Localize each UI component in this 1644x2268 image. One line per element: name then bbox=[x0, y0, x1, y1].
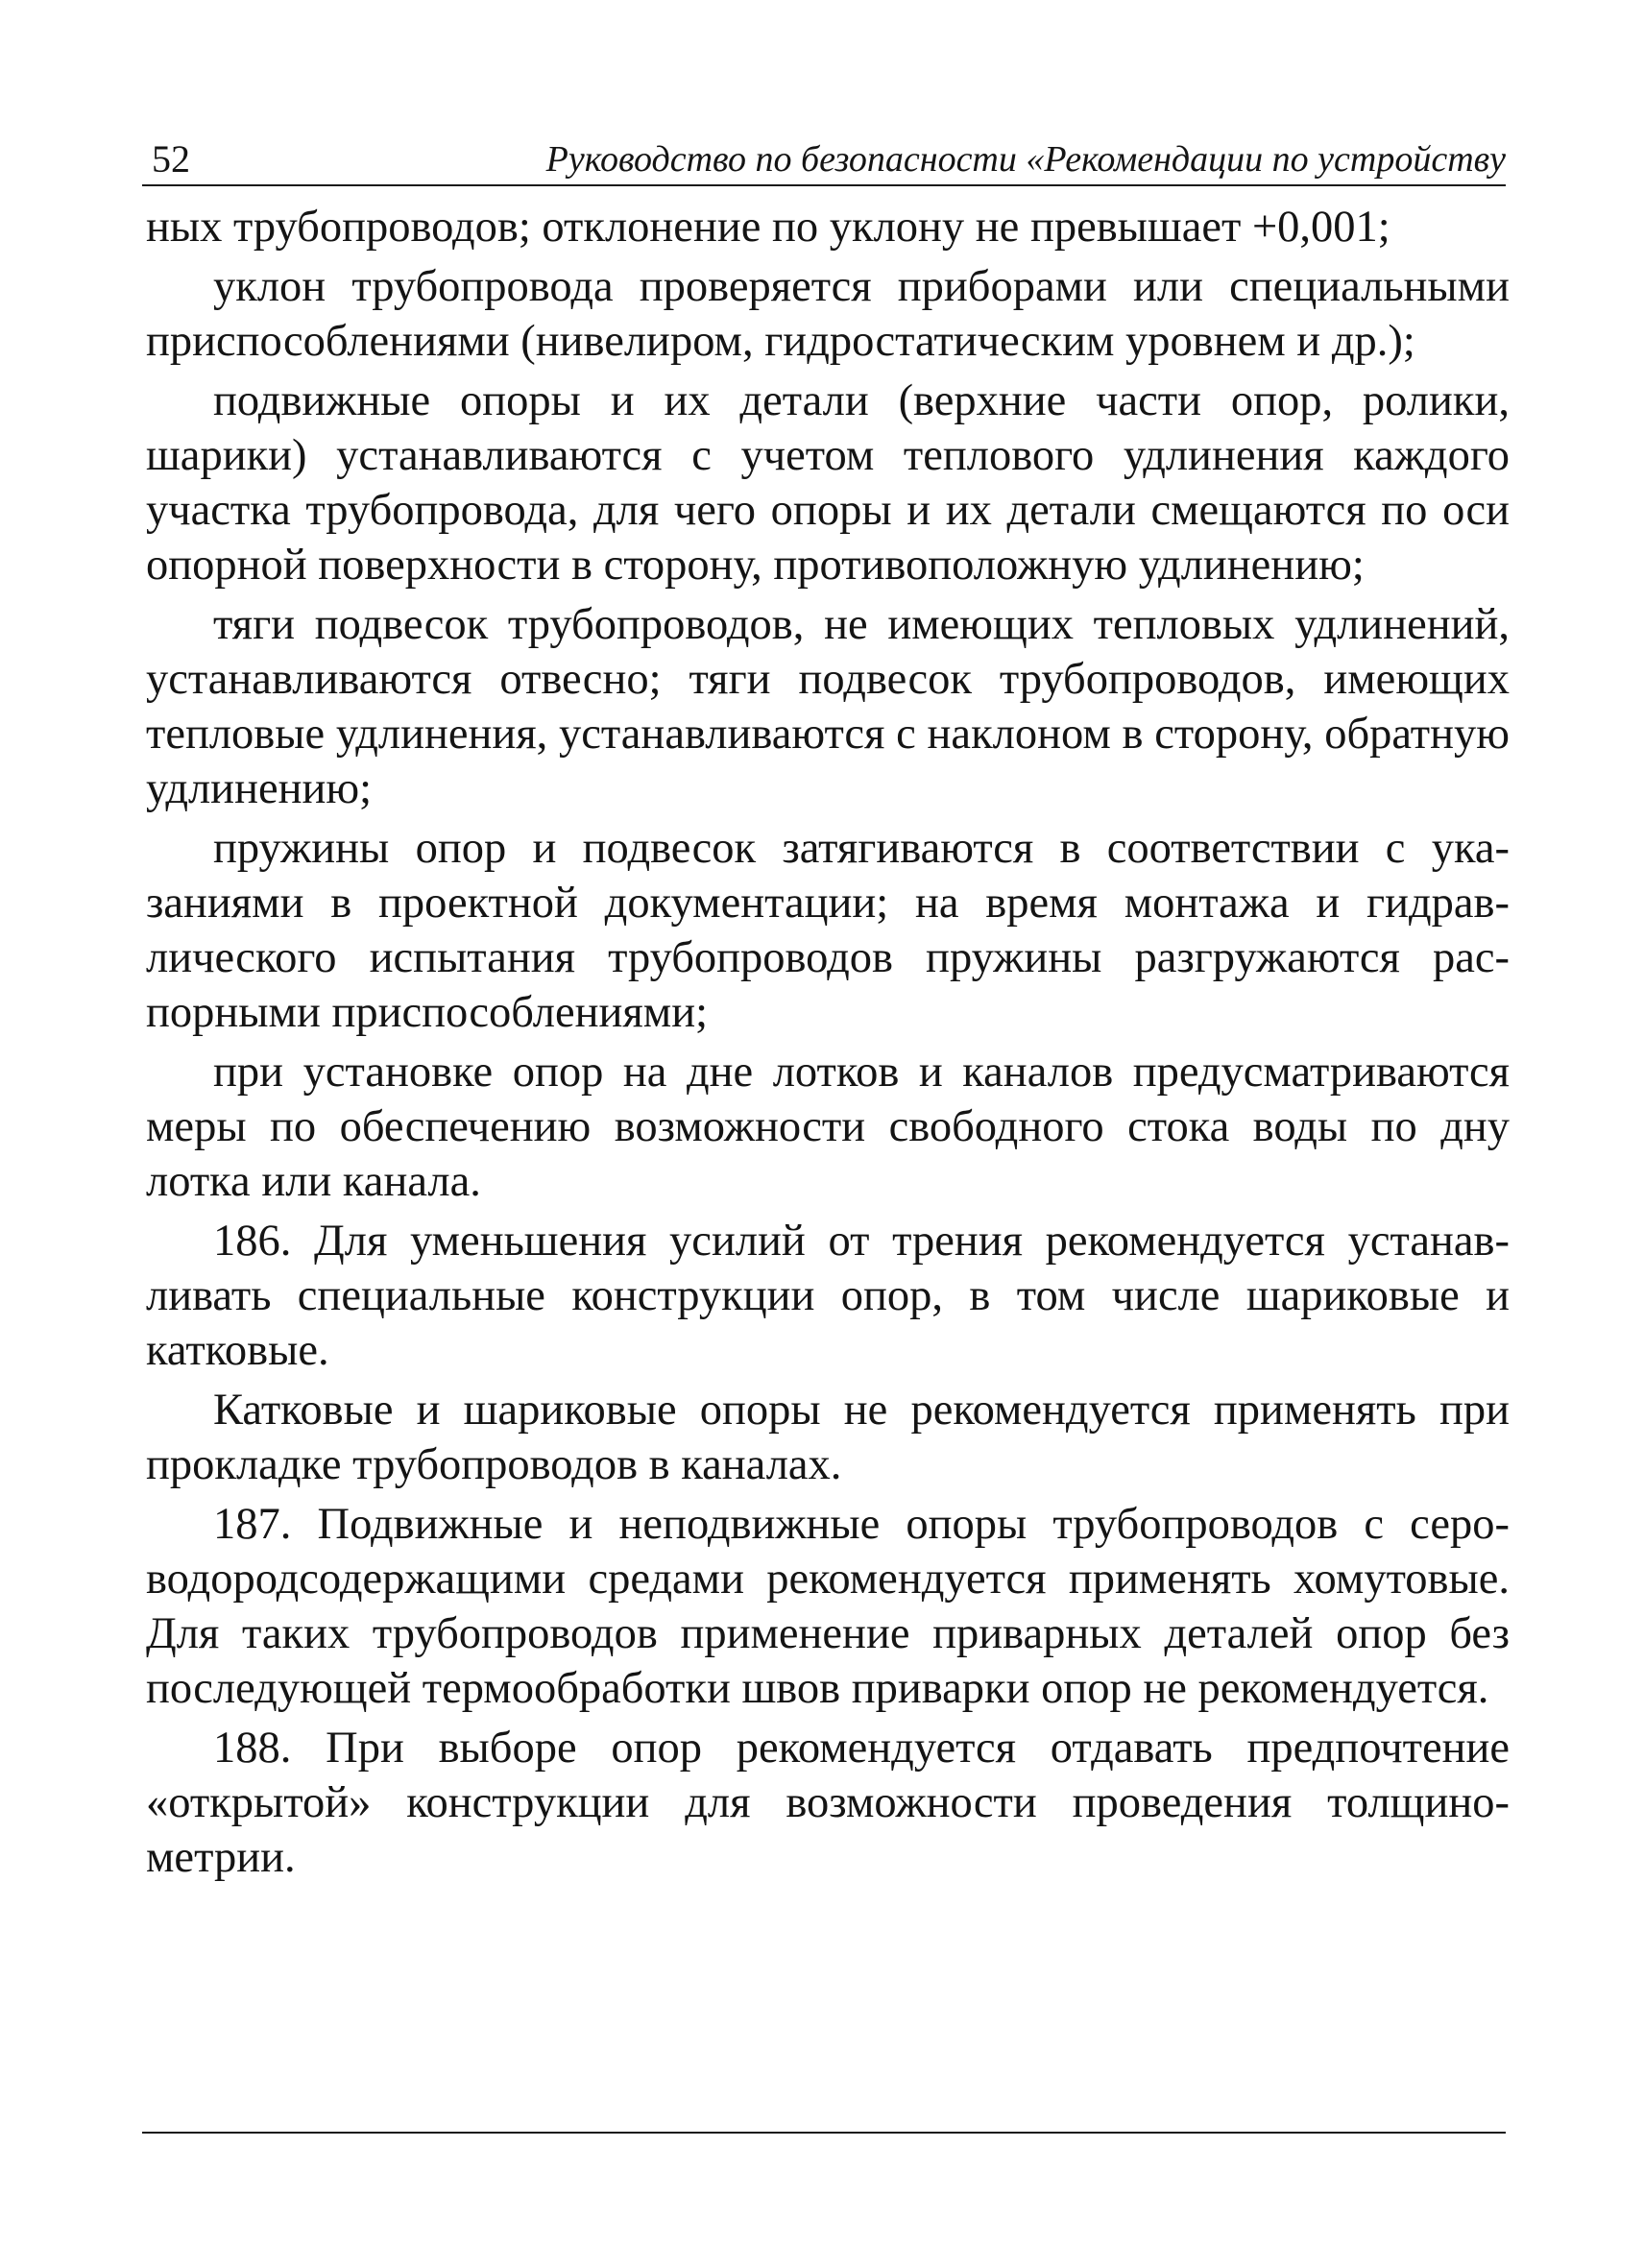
running-head: Руководство по безопасности «Рекомендации по устройству bbox=[545, 139, 1506, 180]
footer-rule bbox=[142, 2132, 1506, 2134]
paragraph: уклон трубопровода проверяется приборами или специальными приспособлениями (нивелиром, гидростатическим уровнем и др.); bbox=[146, 262, 1510, 366]
paragraph-187: 187. Подвижные и неподвижные опоры трубопроводов с сероводородсодержащими средами рекомендуется применять хомутовые. Для таких трубопроводов применение приварных деталей опор без последующей термообработки швов приварки опор не рекомендуется. bbox=[146, 1500, 1510, 1713]
paragraph: подвижные опоры и их детали (верхние части опор, ролики, шарики) устанавливаются с учетом теплового удлинения каждого участка трубопровода, для чего опоры и их детали смещаются по оси опорной поверхности в сторону, противоположную удлинению; bbox=[146, 376, 1510, 590]
page-number: 52 bbox=[152, 137, 190, 181]
body-text bbox=[146, 200, 1510, 1890]
paragraph-186: 186. Для уменьшения усилий от трения рекомендуется устанавливать специальные конструкции опор, в том числе шариковые и катковые. bbox=[146, 1217, 1510, 1375]
paragraph-188: 188. При выборе опор рекомендуется отдавать предпочтение «открытой» конструкции для возможности проведения толщинометрии. bbox=[146, 1724, 1510, 1882]
paragraph: ных трубопроводов; отклонение по уклону не превышает +0,001; bbox=[146, 203, 1390, 252]
page-header bbox=[142, 133, 1506, 186]
paragraph: при установке опор на дне лотков и каналов предусматриваются меры по обеспечению возможности свободного стока воды по дну лотка или канала. bbox=[146, 1048, 1510, 1206]
paragraph: Катковые и шариковые опоры не рекомендуется применять при прокладке трубопроводов в каналах. bbox=[146, 1386, 1510, 1489]
paragraph: тяги подвесок трубопроводов, не имеющих тепловых удлинений, устанавливаются отвесно; тяги подвесок трубопроводов, имеющих тепловые удлинения, устанавливаются с наклоном в сторону, обратную удлинению; bbox=[146, 600, 1510, 813]
header-rule bbox=[142, 184, 1506, 186]
paragraph: пружины опор и подвесок затягиваются в соответствии с указаниями в проектной документации; на время монтажа и гидравлического испытания трубопроводов пружины разгружаются распорными приспособлениями; bbox=[146, 824, 1510, 1037]
